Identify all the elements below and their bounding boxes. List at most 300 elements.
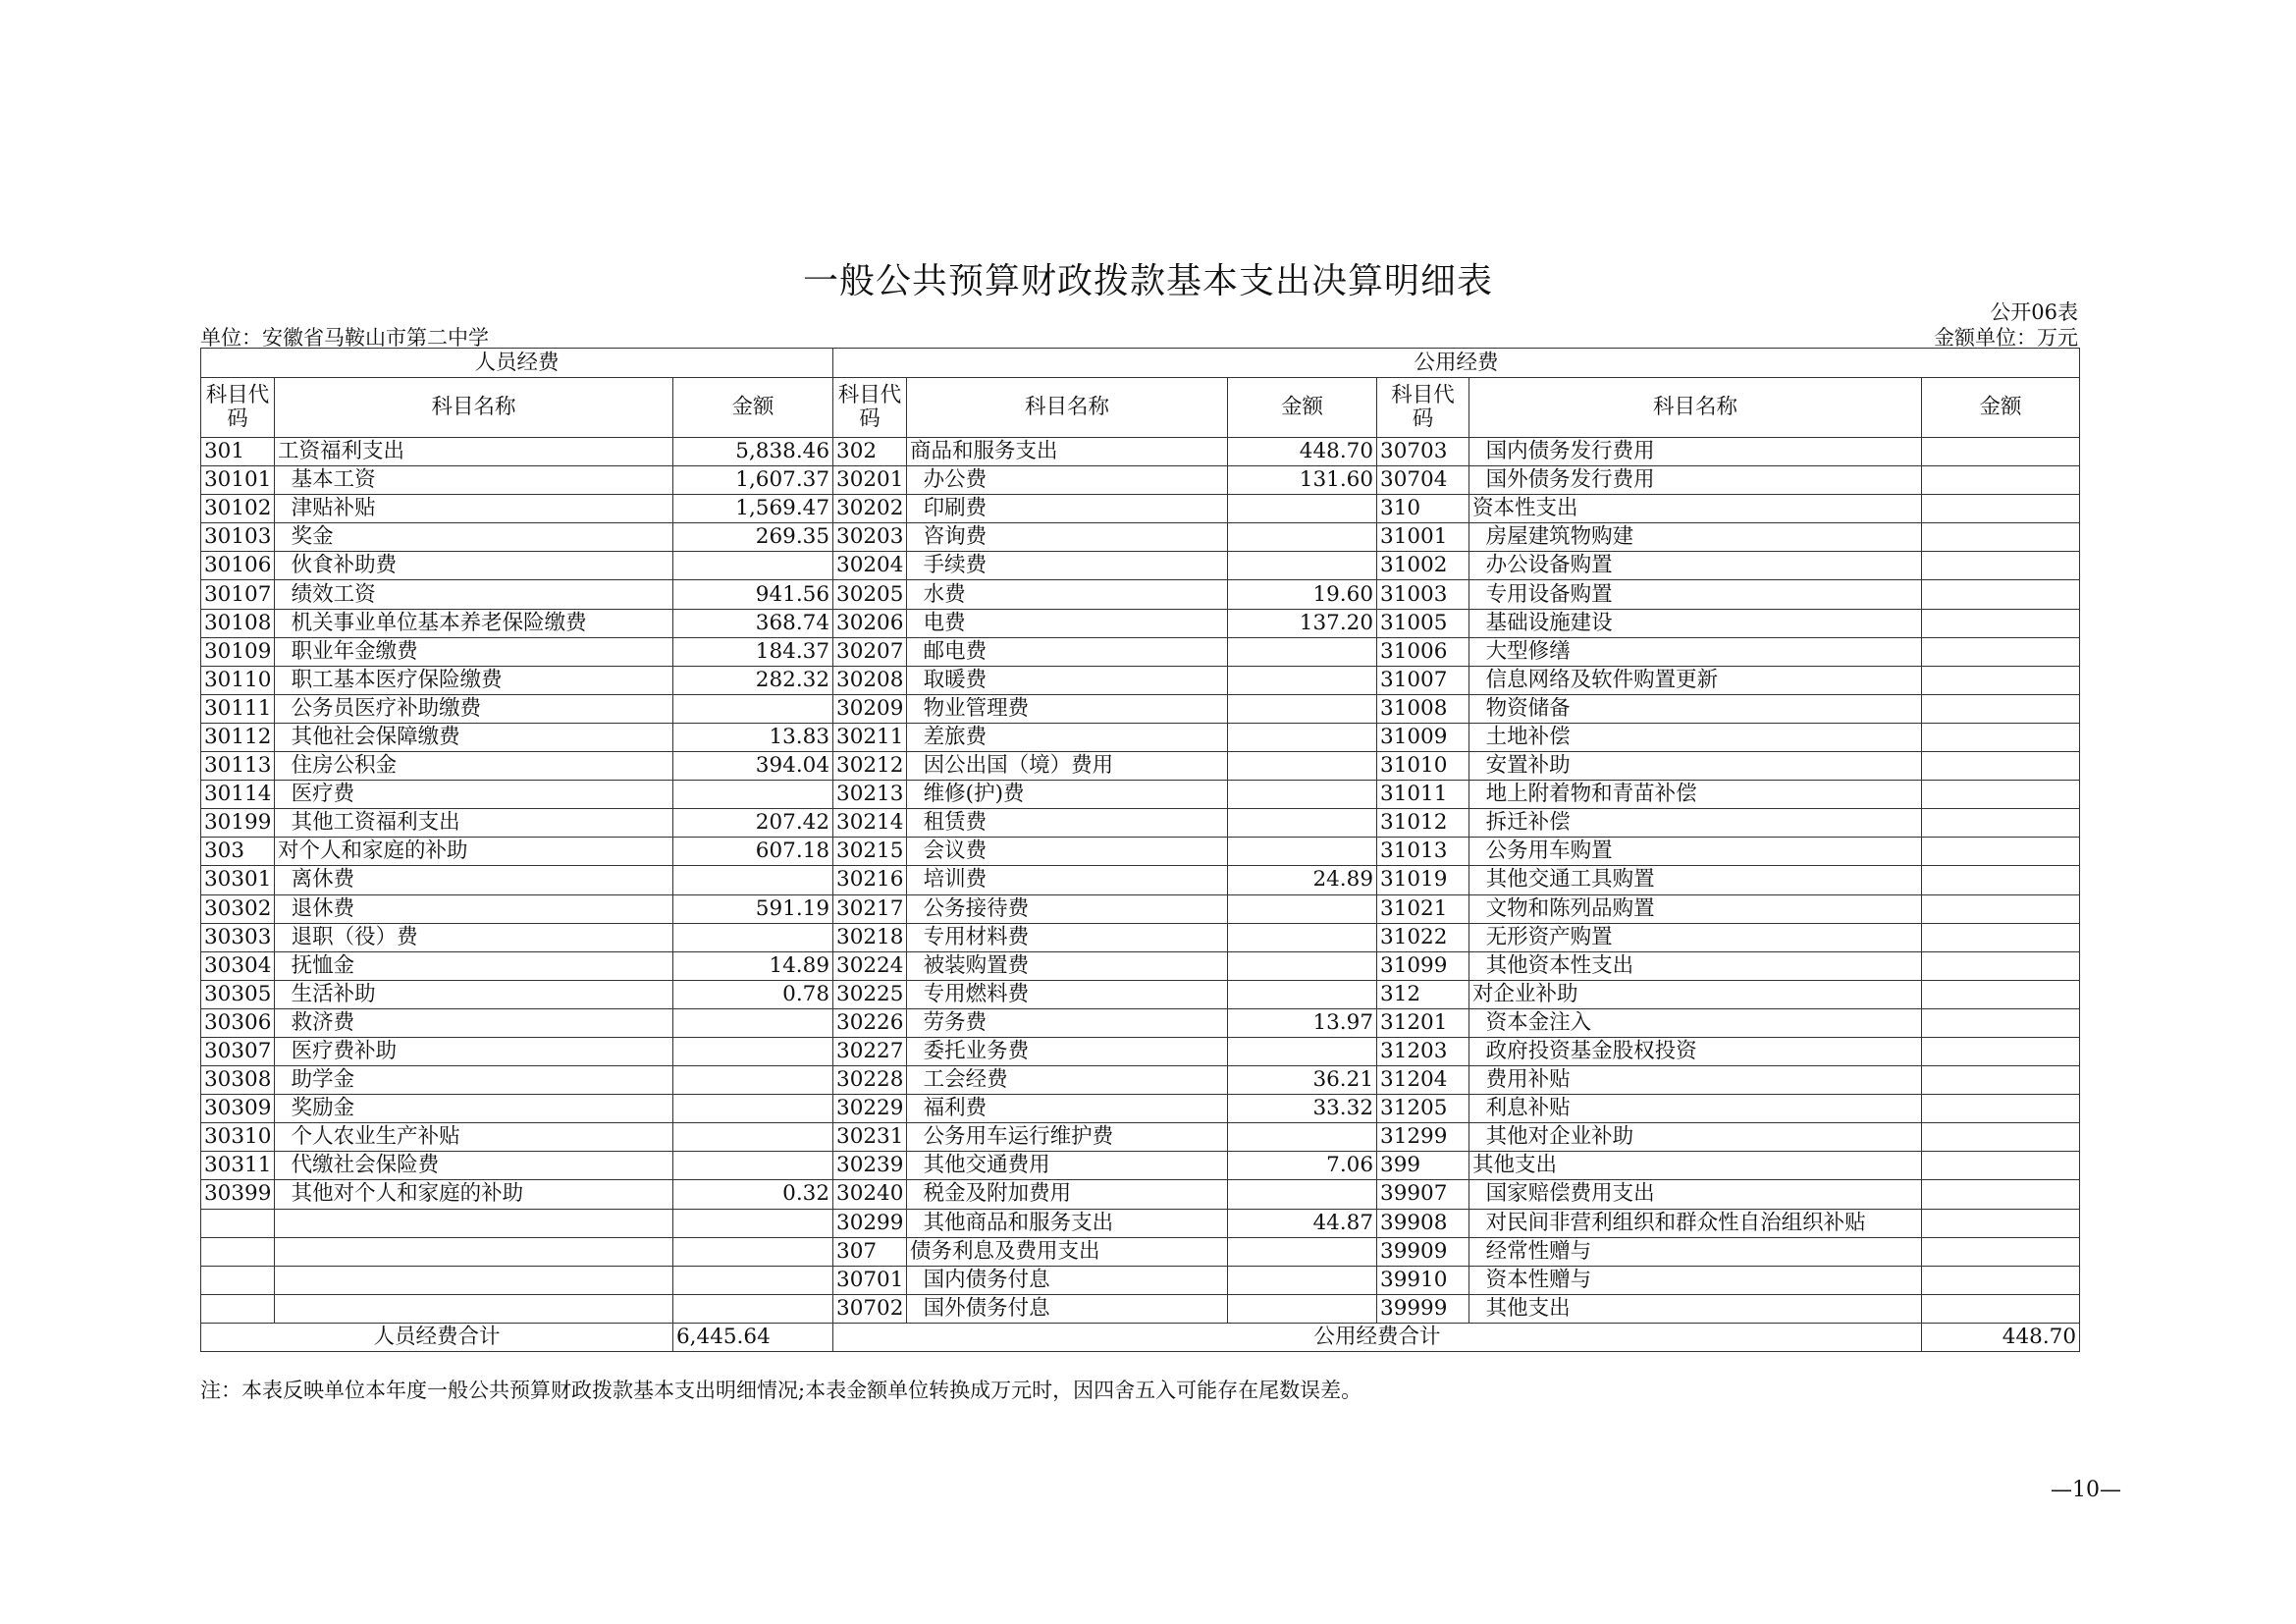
cell-name: 取暖费 [907, 666, 1228, 694]
cell-name: 奖励金 [275, 1095, 673, 1123]
table-row [201, 523, 2080, 552]
cell-code: 30301 [201, 866, 275, 894]
cell-name: 公务接待费 [907, 894, 1228, 923]
cell-code: 30228 [833, 1066, 907, 1095]
cell-name: 差旅费 [907, 723, 1228, 751]
cell-amount [1922, 1180, 2080, 1209]
col-header-code: 科目代 码 [1377, 378, 1469, 438]
cell-name: 国外债务付息 [907, 1294, 1228, 1323]
cell-amount [673, 1066, 833, 1095]
cell-name: 机关事业单位基本养老保险缴费 [275, 609, 673, 637]
cell-code: 39907 [1377, 1180, 1469, 1209]
table-row [201, 951, 2080, 980]
cell-code: 31203 [1377, 1037, 1469, 1065]
cell-amount: 137.20 [1228, 609, 1377, 637]
cell-amount: 368.74 [673, 609, 833, 637]
cell-name: 电费 [907, 609, 1228, 637]
cell-amount [1922, 1237, 2080, 1266]
cell-name: 对个人和家庭的补助 [275, 838, 673, 866]
cell-name: 基础设施建设 [1469, 609, 1922, 637]
cell-amount [1922, 781, 2080, 809]
cell-code: 30226 [833, 1008, 907, 1037]
table-row [201, 1152, 2080, 1180]
col-header-code: 科目代码 [833, 378, 907, 438]
cell-name: 培训费 [907, 866, 1228, 894]
table-row [201, 1237, 2080, 1266]
cell-code: 30225 [833, 980, 907, 1008]
cell-amount [1922, 723, 2080, 751]
cell-amount: 448.70 [1228, 438, 1377, 466]
table-row [201, 1008, 2080, 1037]
cell-name: 费用补贴 [1469, 1066, 1922, 1095]
cell-name: 绩效工资 [275, 580, 673, 609]
cell-code: 30205 [833, 580, 907, 609]
cell-name: 大型修缮 [1469, 637, 1922, 666]
cell-amount [1228, 809, 1377, 838]
cell-name: 救济费 [275, 1008, 673, 1037]
cell-amount [1922, 951, 2080, 980]
cell-name: 文物和陈列品购置 [1469, 894, 1922, 923]
cell-code: 39910 [1377, 1266, 1469, 1294]
table-row [201, 1037, 2080, 1065]
cell-name: 专用材料费 [907, 923, 1228, 951]
cell-name: 其他交通工具购置 [1469, 866, 1922, 894]
cell-code: 31010 [1377, 752, 1469, 781]
col-header-name: 科目名称 [275, 378, 673, 438]
cell-code: 31012 [1377, 809, 1469, 838]
cell-amount [1922, 580, 2080, 609]
cell-code: 30213 [833, 781, 907, 809]
cell-amount [1228, 951, 1377, 980]
totals-row [201, 1323, 2080, 1351]
cell-amount: 941.56 [673, 580, 833, 609]
cell-name: 会议费 [907, 838, 1228, 866]
cell-amount: 269.35 [673, 523, 833, 552]
table-row [201, 1066, 2080, 1095]
cell-amount [1922, 466, 2080, 495]
cell-name: 地上附着物和青苗补偿 [1469, 781, 1922, 809]
cell-amount [1922, 1123, 2080, 1152]
cell-name: 其他社会保障缴费 [275, 723, 673, 751]
cell-amount [1228, 980, 1377, 1008]
cell-name: 对民间非营利组织和群众性自治组织补贴 [1469, 1209, 1922, 1237]
cell-amount [1228, 752, 1377, 781]
col-header-amount: 金额 [1228, 378, 1377, 438]
cell-name: 租赁费 [907, 809, 1228, 838]
cell-name: 其他支出 [1469, 1294, 1922, 1323]
cell-code: 30109 [201, 637, 275, 666]
cell-code: 30299 [833, 1209, 907, 1237]
cell-amount [1922, 609, 2080, 637]
cell-name: 抚恤金 [275, 951, 673, 980]
cell-code: 302 [833, 438, 907, 466]
expenditure-table [200, 348, 2080, 1352]
cell-code: 30203 [833, 523, 907, 552]
cell-name: 房屋建筑物购建 [1469, 523, 1922, 552]
cell-amount [673, 1237, 833, 1266]
cell-code: 30702 [833, 1294, 907, 1323]
cell-name: 委托业务费 [907, 1037, 1228, 1065]
cell-amount [1228, 1237, 1377, 1266]
col-header-name: 科目名称 [907, 378, 1228, 438]
cell-amount [673, 866, 833, 894]
cell-amount: 13.97 [1228, 1008, 1377, 1037]
cell-code: 30215 [833, 838, 907, 866]
cell-name: 办公设备购置 [1469, 552, 1922, 580]
cell-amount [673, 1152, 833, 1180]
cell-amount [673, 781, 833, 809]
cell-amount [1228, 723, 1377, 751]
cell-amount [673, 1095, 833, 1123]
table-row [201, 637, 2080, 666]
table-row [201, 580, 2080, 609]
cell-code: 30216 [833, 866, 907, 894]
cell-code: 30306 [201, 1008, 275, 1037]
cell-name: 国外债务发行费用 [1469, 466, 1922, 495]
cell-amount [1922, 1152, 2080, 1180]
table-row [201, 1294, 2080, 1323]
cell-amount: 24.89 [1228, 866, 1377, 894]
cell-name: 生活补助 [275, 980, 673, 1008]
cell-code [201, 1237, 275, 1266]
cell-name: 安置补助 [1469, 752, 1922, 781]
cell-amount: 207.42 [673, 809, 833, 838]
table-row [201, 923, 2080, 951]
cell-amount [1922, 894, 2080, 923]
cell-code: 31003 [1377, 580, 1469, 609]
cell-code: 31001 [1377, 523, 1469, 552]
cell-name: 专用设备购置 [1469, 580, 1922, 609]
cell-name: 福利费 [907, 1095, 1228, 1123]
cell-amount [1922, 1008, 2080, 1037]
cell-name: 助学金 [275, 1066, 673, 1095]
cell-amount [673, 1209, 833, 1237]
cell-name: 咨询费 [907, 523, 1228, 552]
cell-amount [1922, 1266, 2080, 1294]
public-total-amount: 448.70 [1922, 1323, 2080, 1351]
cell-name: 其他对个人和家庭的补助 [275, 1180, 673, 1209]
cell-code [201, 1294, 275, 1323]
cell-name: 商品和服务支出 [907, 438, 1228, 466]
cell-amount [1922, 752, 2080, 781]
cell-name: 医疗费补助 [275, 1037, 673, 1065]
cell-code: 31006 [1377, 637, 1469, 666]
group-header-personnel: 人员经费 [201, 349, 833, 378]
cell-amount [1922, 1095, 2080, 1123]
cell-name [275, 1266, 673, 1294]
footnote: 注：本表反映单位本年度一般公共预算财政拨款基本支出明细情况;本表金额单位转换成万元时，因四舍五入可能存在尾数误差。 [200, 1379, 1362, 1402]
page-number: —10— [2051, 1478, 2121, 1502]
cell-amount: 5,838.46 [673, 438, 833, 466]
cell-name: 伙食补助费 [275, 552, 673, 580]
cell-code: 30102 [201, 495, 275, 523]
cell-name: 公务员医疗补助缴费 [275, 694, 673, 723]
cell-name: 其他交通费用 [907, 1152, 1228, 1180]
cell-name: 被装购置费 [907, 951, 1228, 980]
cell-name: 退休费 [275, 894, 673, 923]
cell-amount: 131.60 [1228, 466, 1377, 495]
cell-code: 30214 [833, 809, 907, 838]
table-row [201, 438, 2080, 466]
cell-code: 307 [833, 1237, 907, 1266]
cell-amount [1922, 923, 2080, 951]
cell-amount: 0.32 [673, 1180, 833, 1209]
cell-name: 债务利息及费用支出 [907, 1237, 1228, 1266]
cell-name: 信息网络及软件购置更新 [1469, 666, 1922, 694]
cell-amount [1922, 1066, 2080, 1095]
cell-code: 31205 [1377, 1095, 1469, 1123]
cell-code: 30304 [201, 951, 275, 980]
cell-code: 30204 [833, 552, 907, 580]
cell-amount [1922, 866, 2080, 894]
cell-amount: 36.21 [1228, 1066, 1377, 1095]
cell-code: 30302 [201, 894, 275, 923]
cell-code: 30310 [201, 1123, 275, 1152]
cell-amount [1228, 781, 1377, 809]
cell-name: 公务用车运行维护费 [907, 1123, 1228, 1152]
cell-amount [1922, 1209, 2080, 1237]
table-row [201, 809, 2080, 838]
cell-code: 30307 [201, 1037, 275, 1065]
table-row [201, 495, 2080, 523]
page-title: 一般公共预算财政拨款基本支出决算明细表 [802, 261, 1493, 301]
cell-code: 31022 [1377, 923, 1469, 951]
cell-amount: 1,569.47 [673, 495, 833, 523]
cell-code: 30704 [1377, 466, 1469, 495]
cell-name: 水费 [907, 580, 1228, 609]
cell-code: 30303 [201, 923, 275, 951]
cell-code: 31021 [1377, 894, 1469, 923]
cell-code: 30202 [833, 495, 907, 523]
cell-name: 经常性赠与 [1469, 1237, 1922, 1266]
cell-code: 31007 [1377, 666, 1469, 694]
form-number: 公开06表 [1990, 300, 2078, 324]
table-row [201, 866, 2080, 894]
cell-code: 30305 [201, 980, 275, 1008]
cell-amount [1228, 1123, 1377, 1152]
cell-name: 邮电费 [907, 637, 1228, 666]
cell-amount [1922, 1037, 2080, 1065]
cell-code: 30208 [833, 666, 907, 694]
cell-amount [1922, 637, 2080, 666]
table-row [201, 1123, 2080, 1152]
cell-amount: 7.06 [1228, 1152, 1377, 1180]
cell-amount [1922, 495, 2080, 523]
cell-code: 31013 [1377, 838, 1469, 866]
cell-code [201, 1266, 275, 1294]
table-row [201, 752, 2080, 781]
cell-code: 30227 [833, 1037, 907, 1065]
cell-code: 31299 [1377, 1123, 1469, 1152]
cell-code: 30199 [201, 809, 275, 838]
cell-name: 退职（役）费 [275, 923, 673, 951]
cell-code: 30207 [833, 637, 907, 666]
cell-code: 30111 [201, 694, 275, 723]
cell-name: 离休费 [275, 866, 673, 894]
cell-name: 工会经费 [907, 1066, 1228, 1095]
cell-code: 30239 [833, 1152, 907, 1180]
cell-name: 政府投资基金股权投资 [1469, 1037, 1922, 1065]
column-header-row [201, 378, 2080, 438]
cell-name: 资本性支出 [1469, 495, 1922, 523]
cell-code: 31204 [1377, 1066, 1469, 1095]
cell-amount: 44.87 [1228, 1209, 1377, 1237]
money-unit-label: 金额单位：万元 [1934, 326, 2078, 350]
cell-code: 39908 [1377, 1209, 1469, 1237]
cell-code: 31009 [1377, 723, 1469, 751]
table-row [201, 894, 2080, 923]
table-row [201, 694, 2080, 723]
table-row [201, 838, 2080, 866]
cell-code: 30218 [833, 923, 907, 951]
cell-code: 31011 [1377, 781, 1469, 809]
unit-label: 单位：安徽省马鞍山市第二中学 [200, 326, 489, 350]
cell-name: 基本工资 [275, 466, 673, 495]
cell-code: 310 [1377, 495, 1469, 523]
table-row [201, 609, 2080, 637]
cell-amount [673, 552, 833, 580]
cell-name: 职业年金缴费 [275, 637, 673, 666]
cell-name: 税金及附加费用 [907, 1180, 1228, 1209]
cell-name: 利息补贴 [1469, 1095, 1922, 1123]
cell-code: 30107 [201, 580, 275, 609]
table-row [201, 552, 2080, 580]
cell-code: 30212 [833, 752, 907, 781]
cell-name [275, 1209, 673, 1237]
cell-name: 职工基本医疗保险缴费 [275, 666, 673, 694]
cell-code: 31099 [1377, 951, 1469, 980]
table-row [201, 466, 2080, 495]
cell-name: 劳务费 [907, 1008, 1228, 1037]
cell-code: 30209 [833, 694, 907, 723]
cell-code: 30240 [833, 1180, 907, 1209]
cell-name: 因公出国（境）费用 [907, 752, 1228, 781]
cell-amount [1228, 495, 1377, 523]
cell-amount [673, 1266, 833, 1294]
cell-code: 30103 [201, 523, 275, 552]
cell-name: 印刷费 [907, 495, 1228, 523]
cell-amount [1228, 894, 1377, 923]
cell-code: 30217 [833, 894, 907, 923]
cell-code: 31019 [1377, 866, 1469, 894]
cell-name: 津贴补贴 [275, 495, 673, 523]
table-row [201, 781, 2080, 809]
cell-name: 专用燃料费 [907, 980, 1228, 1008]
cell-name [275, 1294, 673, 1323]
cell-amount: 282.32 [673, 666, 833, 694]
cell-amount: 33.32 [1228, 1095, 1377, 1123]
personnel-total-label: 人员经费合计 [201, 1323, 673, 1351]
cell-name: 国内债务付息 [907, 1266, 1228, 1294]
cell-code: 30101 [201, 466, 275, 495]
cell-code: 30110 [201, 666, 275, 694]
cell-amount [673, 1008, 833, 1037]
cell-code: 30224 [833, 951, 907, 980]
cell-code: 30308 [201, 1066, 275, 1095]
cell-name: 拆迁补偿 [1469, 809, 1922, 838]
table-row [201, 1095, 2080, 1123]
table-row [201, 1180, 2080, 1209]
cell-amount [1922, 838, 2080, 866]
cell-amount [1922, 694, 2080, 723]
cell-code: 30311 [201, 1152, 275, 1180]
cell-name: 资本金注入 [1469, 1008, 1922, 1037]
cell-code: 31002 [1377, 552, 1469, 580]
cell-name: 土地补偿 [1469, 723, 1922, 751]
cell-amount [1922, 809, 2080, 838]
cell-amount [1228, 923, 1377, 951]
cell-code: 30211 [833, 723, 907, 751]
cell-name: 办公费 [907, 466, 1228, 495]
cell-name: 医疗费 [275, 781, 673, 809]
cell-name: 国内债务发行费用 [1469, 438, 1922, 466]
table-row [201, 666, 2080, 694]
cell-amount [673, 694, 833, 723]
cell-amount [673, 1294, 833, 1323]
cell-amount [1922, 438, 2080, 466]
cell-amount [1228, 1037, 1377, 1065]
personnel-total-amount: 6,445.64 [673, 1323, 833, 1351]
cell-amount: 0.78 [673, 980, 833, 1008]
cell-name: 其他对企业补助 [1469, 1123, 1922, 1152]
col-header-amount: 金额 [1922, 378, 2080, 438]
col-header-name: 科目名称 [1469, 378, 1922, 438]
cell-name [275, 1237, 673, 1266]
public-total-label: 公用经费合计 [833, 1323, 1922, 1351]
cell-name: 物资储备 [1469, 694, 1922, 723]
cell-code: 39999 [1377, 1294, 1469, 1323]
cell-name: 国家赔偿费用支出 [1469, 1180, 1922, 1209]
cell-name: 公务用车购置 [1469, 838, 1922, 866]
cell-amount [1228, 666, 1377, 694]
cell-code: 30229 [833, 1095, 907, 1123]
cell-code [201, 1209, 275, 1237]
cell-name: 住房公积金 [275, 752, 673, 781]
cell-amount: 1,607.37 [673, 466, 833, 495]
group-header-row [201, 349, 2080, 378]
cell-name: 无形资产购置 [1469, 923, 1922, 951]
cell-amount: 394.04 [673, 752, 833, 781]
cell-code: 31005 [1377, 609, 1469, 637]
cell-amount: 19.60 [1228, 580, 1377, 609]
cell-code: 30399 [201, 1180, 275, 1209]
cell-amount [1228, 1180, 1377, 1209]
cell-amount: 591.19 [673, 894, 833, 923]
cell-code: 303 [201, 838, 275, 866]
cell-amount [1228, 552, 1377, 580]
cell-amount [1922, 980, 2080, 1008]
cell-amount: 607.18 [673, 838, 833, 866]
cell-amount [1228, 838, 1377, 866]
cell-code: 301 [201, 438, 275, 466]
group-header-public: 公用经费 [833, 349, 2080, 378]
table-row [201, 1209, 2080, 1237]
cell-amount: 13.83 [673, 723, 833, 751]
cell-amount [1228, 694, 1377, 723]
cell-amount: 14.89 [673, 951, 833, 980]
cell-amount [1228, 1266, 1377, 1294]
cell-name: 其他资本性支出 [1469, 951, 1922, 980]
cell-code: 30201 [833, 466, 907, 495]
cell-code: 31201 [1377, 1008, 1469, 1037]
cell-name: 个人农业生产补贴 [275, 1123, 673, 1152]
cell-code: 39909 [1377, 1237, 1469, 1266]
cell-code: 30703 [1377, 438, 1469, 466]
cell-name: 对企业补助 [1469, 980, 1922, 1008]
cell-code: 312 [1377, 980, 1469, 1008]
col-header-code: 科目代码 [201, 378, 275, 438]
cell-code: 399 [1377, 1152, 1469, 1180]
